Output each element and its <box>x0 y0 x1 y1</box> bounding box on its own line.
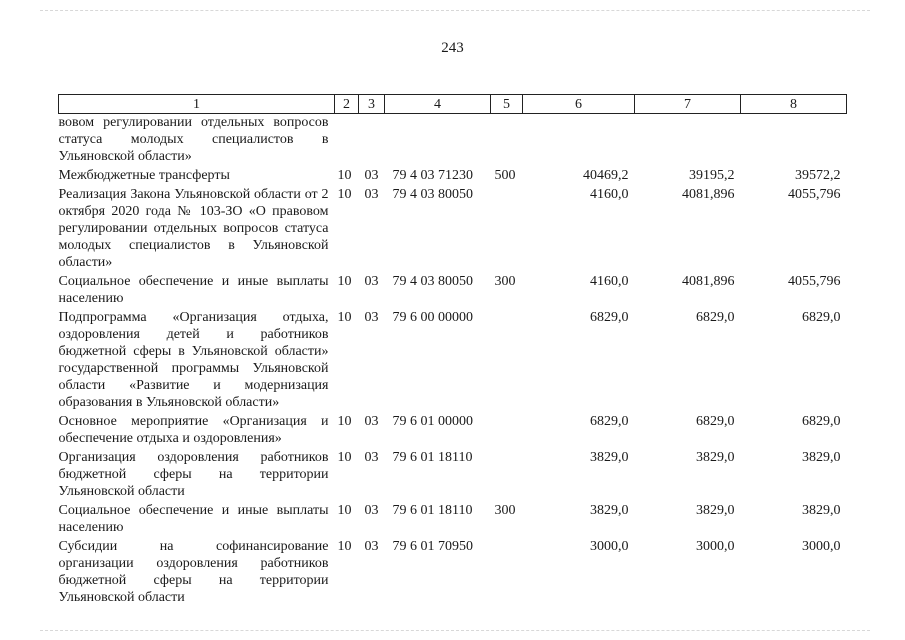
expense-type-cell: 500 <box>494 168 516 183</box>
table-row <box>59 502 847 538</box>
table-row <box>59 449 847 502</box>
expense-type-cell <box>491 449 523 502</box>
item-name-cell: Социальное обеспечение и иные выплаты населению <box>58 503 329 535</box>
amount-year2-cell: 4081,896 <box>682 274 735 289</box>
amount-year1-cell: 40469,2 <box>583 168 629 183</box>
table-row <box>59 167 847 186</box>
subsection-code-cell: 03 <box>364 168 379 183</box>
amount-year3-cell: 4055,796 <box>788 274 841 289</box>
item-name-cell: Подпрограмма «Организация отдыха, оздоровления детей и работников бюджетной сферы в Ульяновской области» государственной программы Ульяновской области «Развитие и модернизация образования в Ульяновской области» <box>58 310 329 410</box>
amount-year2-cell: 6829,0 <box>696 414 735 429</box>
expense-type-cell: 300 <box>494 503 516 518</box>
target-article-cell: 79 6 01 18110 <box>392 503 473 518</box>
amount-year3-cell <box>741 114 847 168</box>
amount-year2-cell: 3000,0 <box>696 539 735 554</box>
amount-year3-cell: 4055,796 <box>788 187 841 202</box>
amount-year2-cell: 3829,0 <box>696 450 735 465</box>
amount-year1-cell: 3829,0 <box>590 503 629 518</box>
section-code-cell: 10 <box>337 450 352 465</box>
subsection-code-cell <box>359 114 385 168</box>
target-article-cell: 79 4 03 71230 <box>392 168 473 183</box>
expense-type-cell <box>491 538 523 608</box>
amount-year3-cell: 3829,0 <box>802 503 841 518</box>
item-name-cell: Социальное обеспечение и иные выплаты населению <box>58 274 329 306</box>
amount-year1-cell: 6829,0 <box>590 310 629 325</box>
subsection-code-cell: 03 <box>364 450 379 465</box>
amount-year2-cell <box>635 114 741 168</box>
table-row <box>59 309 847 413</box>
expense-type-cell: 300 <box>494 274 516 289</box>
column-header: 6 <box>523 95 635 114</box>
subsection-code-cell: 03 <box>364 539 379 554</box>
amount-year2-cell: 39195,2 <box>689 168 735 183</box>
amount-year3-cell: 6829,0 <box>802 414 841 429</box>
section-code-cell: 10 <box>337 187 352 202</box>
subsection-code-cell: 03 <box>364 310 379 325</box>
item-name-cell: Основное мероприятие «Организация и обеспечение отдыха и оздоровления» <box>58 414 329 446</box>
section-code-cell <box>335 114 359 168</box>
target-article-cell: 79 6 01 70950 <box>392 539 473 554</box>
amount-year2-cell: 6829,0 <box>696 310 735 325</box>
amount-year1-cell: 3829,0 <box>590 450 629 465</box>
column-header: 4 <box>385 95 491 114</box>
target-article-cell: 79 6 01 00000 <box>392 414 473 429</box>
item-name-cell: Организация оздоровления работников бюджетной сферы на территории Ульяновской области <box>58 450 329 499</box>
column-header: 2 <box>335 95 359 114</box>
expense-type-cell <box>491 186 523 273</box>
expense-type-cell <box>491 413 523 449</box>
item-name-cell: Субсидии на софинансирование организации оздоровления работников бюджетной сферы на территории Ульяновской области <box>58 539 329 605</box>
amount-year3-cell: 6829,0 <box>802 310 841 325</box>
column-header: 8 <box>741 95 847 114</box>
section-code-cell: 10 <box>337 414 352 429</box>
table-header-row <box>59 95 847 114</box>
table-row <box>59 413 847 449</box>
table-row <box>59 186 847 273</box>
expense-type-cell <box>491 309 523 413</box>
amount-year3-cell: 3829,0 <box>802 450 841 465</box>
page-number: 243 <box>441 40 464 56</box>
scan-artifact-top <box>40 10 870 12</box>
section-code-cell: 10 <box>337 310 352 325</box>
amount-year3-cell: 3000,0 <box>802 539 841 554</box>
section-code-cell: 10 <box>337 503 352 518</box>
item-name-cell: Межбюджетные трансферты <box>58 168 230 183</box>
column-header: 5 <box>491 95 523 114</box>
table-body <box>59 114 847 609</box>
target-article-cell <box>385 114 491 168</box>
amount-year1-cell: 4160,0 <box>590 274 629 289</box>
column-header: 3 <box>359 95 385 114</box>
table-row <box>59 538 847 608</box>
amount-year3-cell: 39572,2 <box>795 168 841 183</box>
amount-year1-cell: 4160,0 <box>590 187 629 202</box>
target-article-cell: 79 4 03 80050 <box>392 274 473 289</box>
target-article-cell: 79 6 00 00000 <box>392 310 473 325</box>
table-row <box>59 114 847 168</box>
amount-year2-cell: 3829,0 <box>696 503 735 518</box>
amount-year2-cell: 4081,896 <box>682 187 735 202</box>
subsection-code-cell: 03 <box>364 414 379 429</box>
subsection-code-cell: 03 <box>364 274 379 289</box>
amount-year1-cell: 6829,0 <box>590 414 629 429</box>
amount-year1-cell: 3000,0 <box>590 539 629 554</box>
budget-table <box>58 94 847 608</box>
item-name-cell: вовом регулировании отдельных вопросов статуса молодых специалистов в Ульяновской области» <box>58 115 329 164</box>
column-header: 7 <box>635 95 741 114</box>
table-row <box>59 273 847 309</box>
subsection-code-cell: 03 <box>364 187 379 202</box>
target-article-cell: 79 4 03 80050 <box>392 187 473 202</box>
amount-year1-cell <box>523 114 635 168</box>
section-code-cell: 10 <box>337 168 352 183</box>
subsection-code-cell: 03 <box>364 503 379 518</box>
scan-artifact-bottom <box>40 630 870 632</box>
target-article-cell: 79 6 01 18110 <box>392 450 473 465</box>
section-code-cell: 10 <box>337 539 352 554</box>
expense-type-cell <box>491 114 523 168</box>
item-name-cell: Реализация Закона Ульяновской области от 2 октября 2020 года № 103-ЗО «О правовом регулировании отдельных вопросов статуса молодых специалистов в Ульяновской области» <box>58 187 329 270</box>
column-header: 1 <box>59 95 335 114</box>
section-code-cell: 10 <box>337 274 352 289</box>
